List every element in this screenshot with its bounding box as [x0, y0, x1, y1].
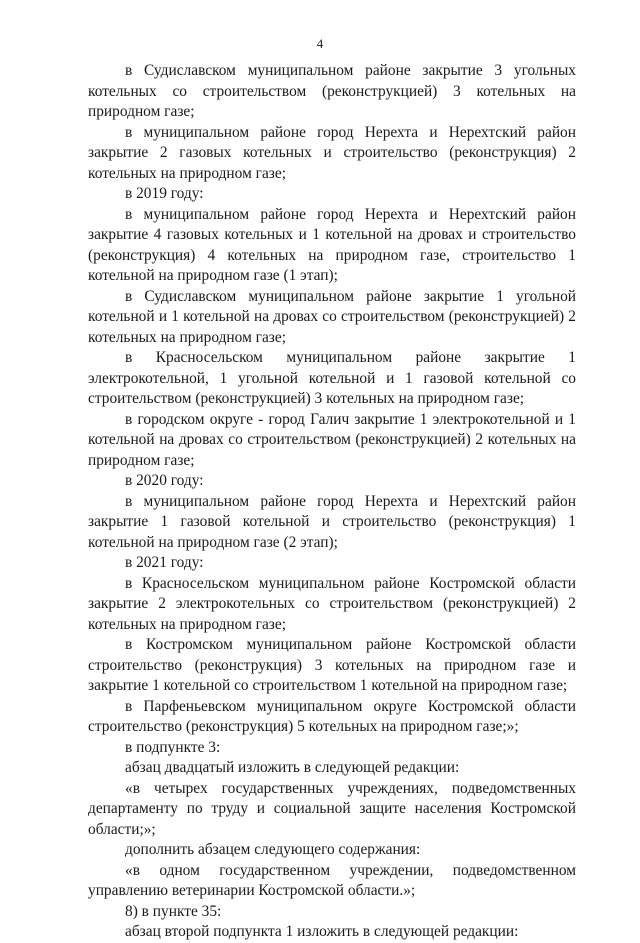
- paragraph-quote-veterinary: «в одном государственном учреждении, подведомственном управлению ветеринарии Костромской области.»;: [88, 861, 576, 899]
- paragraph-krasnoe-2021: в Красносельском муниципальном районе Костромской области закрытие 2 электрокотельных со строительством (реконструкцией) 2 котельных на природном газе;: [88, 574, 576, 633]
- paragraph-twentieth-abzac: абзац двадцатый изложить в следующей редакции:: [125, 759, 460, 776]
- paragraph-parfenyevo-2021: в Парфеньевском муниципальном округе Костромской области строительство (реконструкция) 5 котельных на природном газе;»;: [88, 697, 576, 735]
- paragraph-krasnoe-2019: в Красносельском муниципальном районе закрытие 1 электрокотельной, 1 угольной котельной и 1 газовой котельной со строительством (реконструкцией) 3 котельных на природном газе;: [88, 349, 576, 407]
- year-heading-2019: в 2019 году:: [125, 185, 204, 202]
- paragraph-point-35: 8) в пункте 35:: [125, 902, 222, 920]
- paragraph-nerekhta-2019: в муниципальном районе город Нерехта и Нерехтский район закрытие 4 газовых котельных и 1 котельной на дровах и строительство (реконструкция) 4 котельных на природном газе, строительство 1 котельной на природном газе (1 этап);: [88, 205, 576, 284]
- page-number: 4: [316, 36, 324, 51]
- year-heading-2021: в 2021 году:: [125, 554, 204, 571]
- paragraph-kostroma-2021: в Костромском муниципальном районе Костромской области строительство (реконструкция) 3 котельных на природном газе и закрытие 1 котельной со строительством 1 котельной на природном газе;: [88, 636, 576, 694]
- paragraph-nerekhta-2020: в муниципальном районе город Нерехта и Нерехтский район закрытие 1 газовой котельной и строительство (реконструкция) 1 котельной на природном газе (2 этап);: [88, 492, 576, 551]
- paragraph-add-abzac: дополнить абзацем следующего содержания:: [125, 841, 421, 858]
- document-body: [88, 61, 576, 943]
- paragraph-sudislavl-2018: в Судиславском муниципальном районе закрытие 3 угольных котельных со строительством (реконструкцией) 3 котельных на природном газе;: [88, 62, 576, 120]
- paragraph-sudislavl-2019: в Судиславском муниципальном районе закрытие 1 угольной котельной и 1 котельной на дровах со строительством (реконструкцией) 2 котельных на природном газе;: [88, 287, 576, 346]
- paragraph-subpoint-3: в подпункте 3:: [125, 738, 221, 756]
- year-heading-2020: в 2020 году:: [125, 472, 204, 489]
- paragraph-second-abzac: абзац второй подпункта 1 изложить в следующей редакции:: [125, 923, 519, 940]
- paragraph-quote-social: «в четырех государственных учреждениях, подведомственных департаменту по труду и социальной защите населения Костромской области;»;: [88, 779, 576, 838]
- paragraph-galich-2019: в городском округе - город Галич закрытие 1 электрокотельной и 1 котельной на дровах со строительством (реконструкцией) 2 котельных на природном газе;: [88, 410, 576, 469]
- paragraph-nerekhta-2018: в муниципальном районе город Нерехта и Нерехтский район закрытие 2 газовых котельных и строительство (реконструкция) 2 котельных на природном газе;: [88, 123, 576, 182]
